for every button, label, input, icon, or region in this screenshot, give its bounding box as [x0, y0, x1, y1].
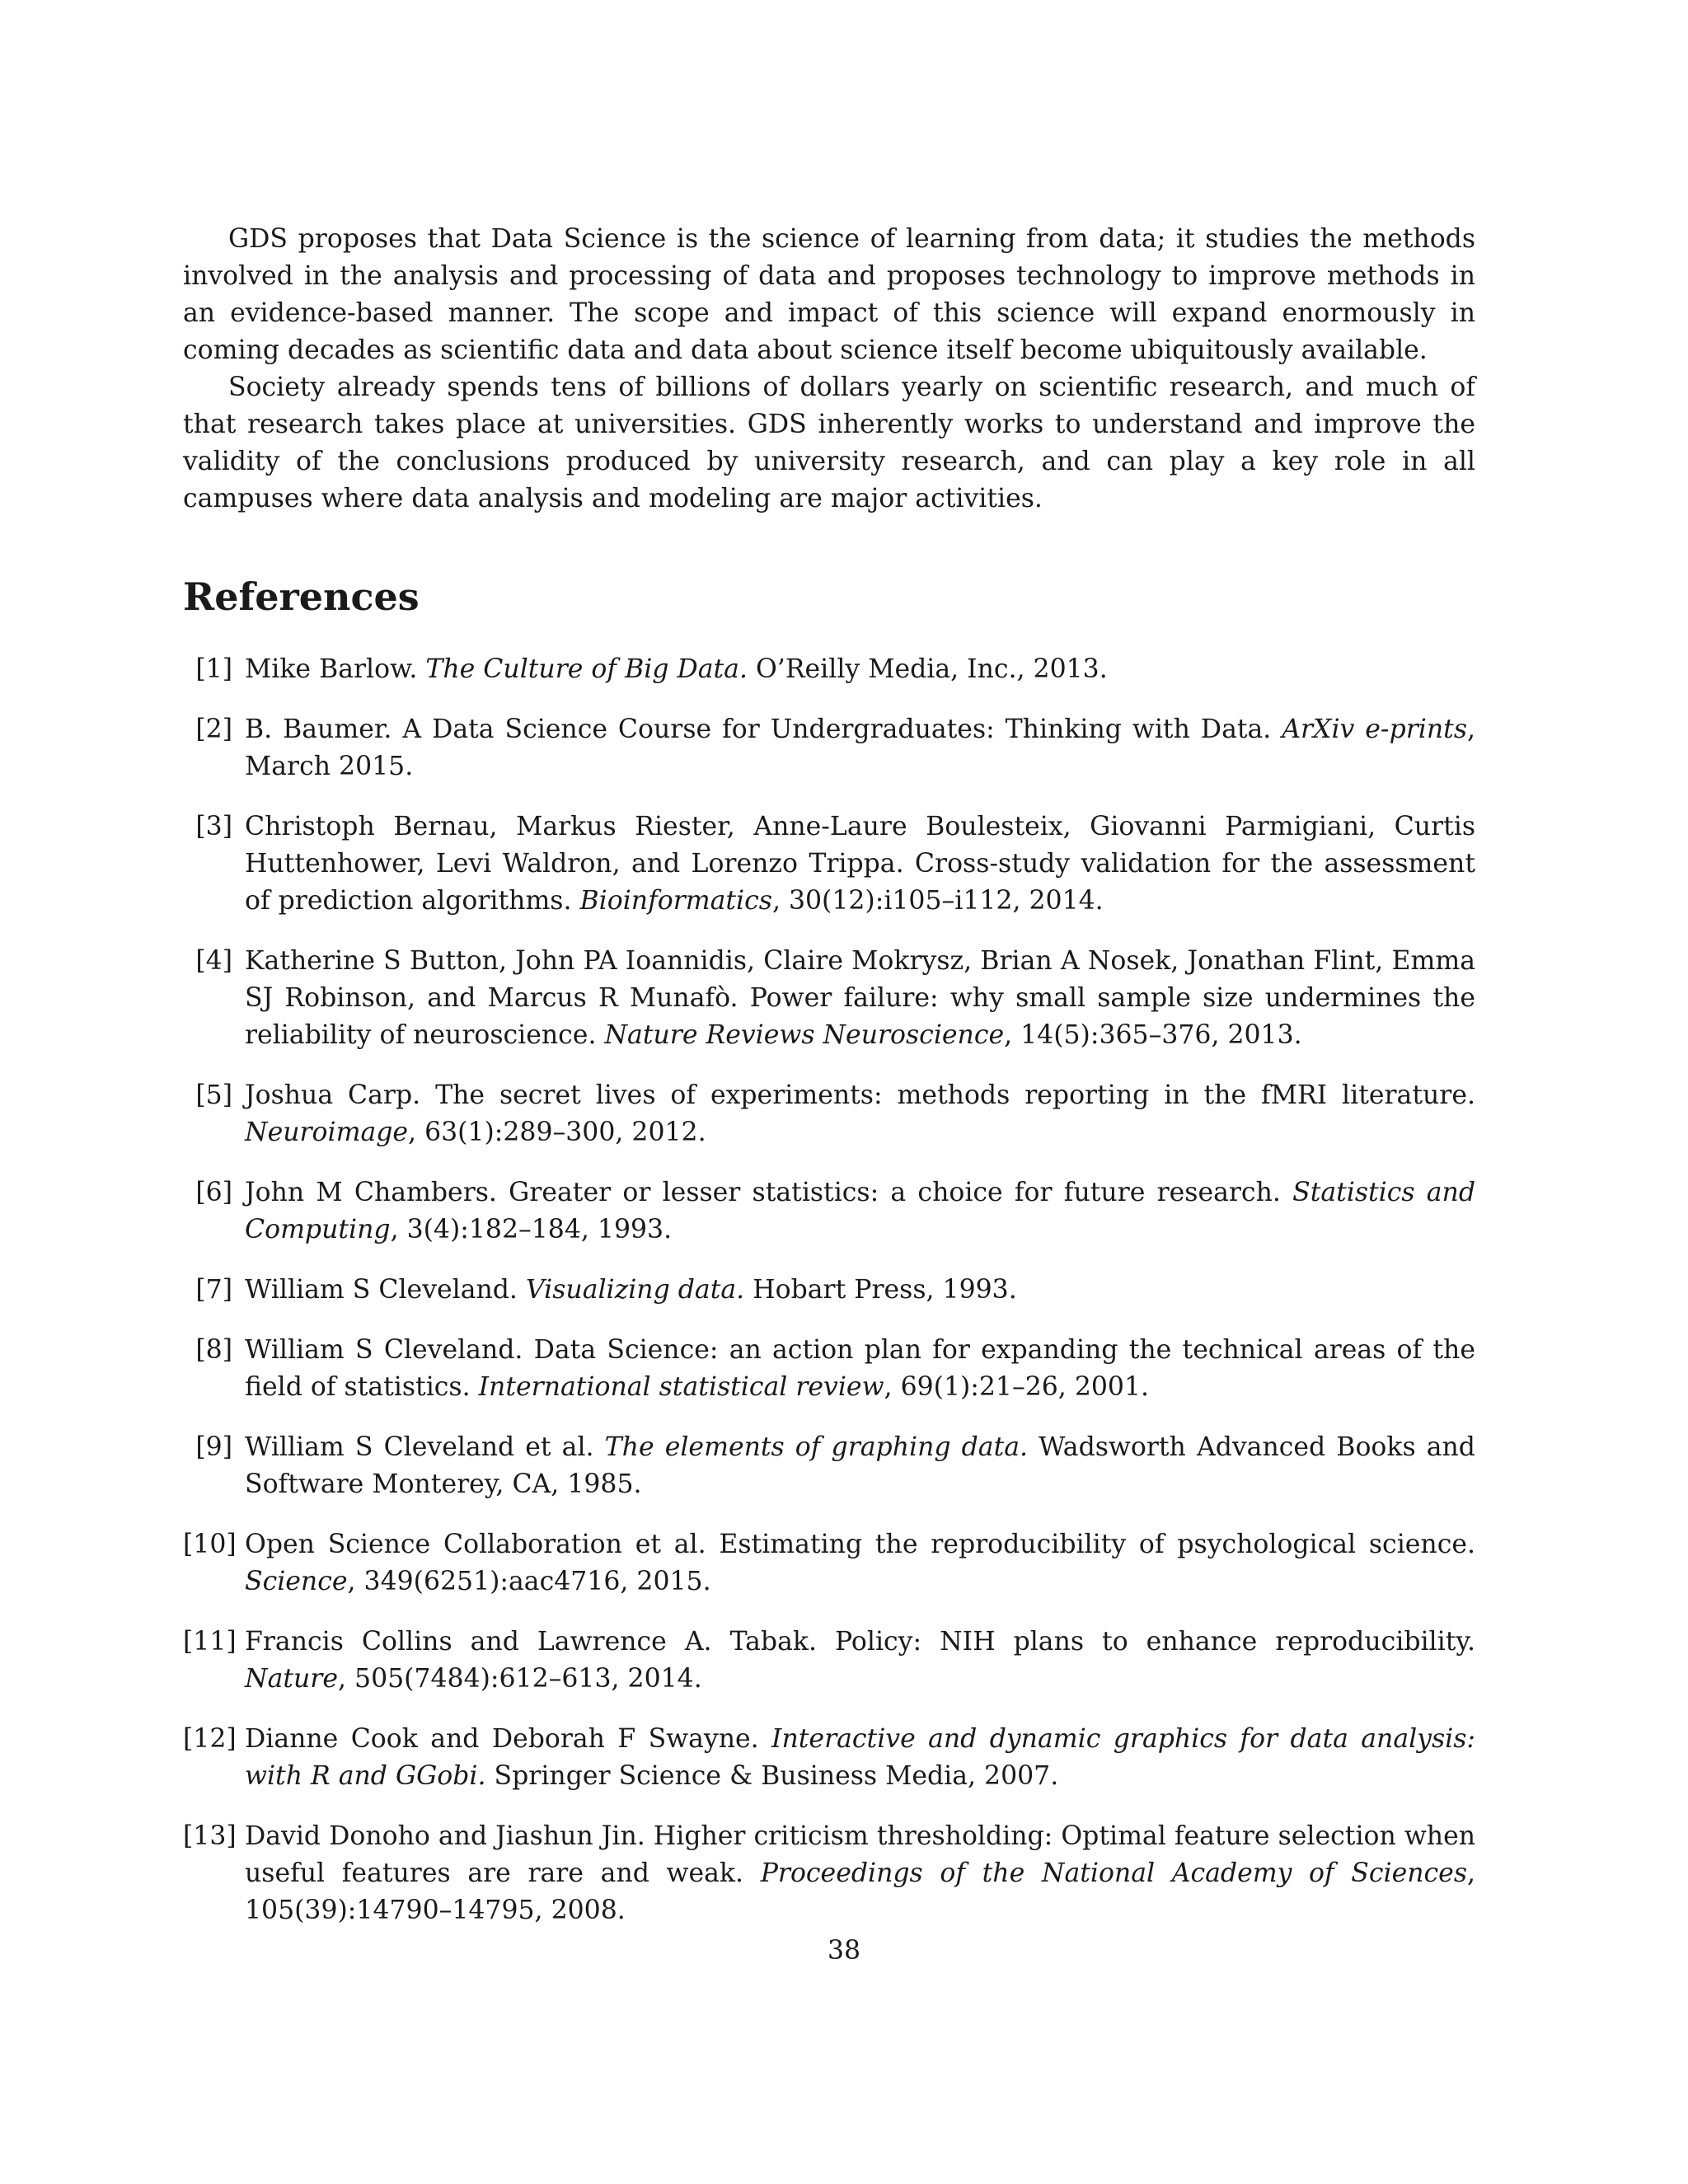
reference-text: Joshua Carp. The secret lives of experiments: methods reporting in the fMRI literature. [245, 1080, 1475, 1110]
reference-details: , 69(1):21–26, 2001. [884, 1372, 1150, 1402]
reference-details: O’Reilly Media, Inc., 2013. [747, 654, 1108, 684]
reference-source: Statistics and Computing [245, 1178, 1476, 1244]
reference-source: Visualizing data. [525, 1275, 745, 1305]
reference-number: [9] [195, 1432, 232, 1462]
reference-item [183, 711, 1475, 785]
body-paragraph-1: GDS proposes that Data Science is the science of learning from data; it studies the methods involved in the analysis and processing of data and proposes technology to improve methods in an evidence-based manner. The scope and impact of this science will expand enormously in coming decades as scientific data and data about science itself become ubiquitously available. [183, 224, 1475, 365]
reference-text: William S Cleveland. [245, 1275, 526, 1305]
reference-source: International statistical review [478, 1372, 884, 1402]
reference-text: Francis Collins and Lawrence A. Tabak. Policy: NIH plans to enhance reproducibility. [245, 1627, 1475, 1657]
reference-number: [11] [183, 1627, 237, 1657]
reference-item [183, 808, 1475, 920]
reference-number: [13] [183, 1821, 237, 1851]
reference-source: The Culture of Big Data. [425, 654, 748, 684]
reference-details: , 105(39):14790–14795, 2008. [245, 1858, 1475, 1925]
reference-details: , 505(7484):612–613, 2014. [338, 1664, 702, 1694]
reference-source: Nature Reviews Neuroscience [604, 1020, 1005, 1050]
reference-text: Open Science Collaboration et al. Estimating the reproducibility of psychological science. [245, 1530, 1475, 1559]
reference-source: Neuroimage [245, 1118, 409, 1147]
reference-details: Wadsworth Advanced Books and Software Monterey, CA, 1985. [245, 1432, 1475, 1499]
reference-text: David Donoho and Jiashun Jin. Higher criticism thresholding: Optimal feature selection when useful features are rare and weak. [245, 1821, 1475, 1888]
reference-source: Interactive and dynamic graphics for data analysis: with R and GGobi. [245, 1724, 1475, 1791]
body-paragraph-2: Society already spends tens of billions of dollars yearly on scientific research, and much of that research takes place at universities. GDS inherently works to understand and improve the validity of the conclusions produced by university research, and can play a key role in all campuses where data analysis and modeling are major activities. [183, 373, 1475, 513]
references-heading: References [183, 574, 420, 619]
reference-number: [7] [195, 1275, 232, 1305]
reference-number: [4] [195, 946, 232, 976]
reference-number: [10] [183, 1530, 237, 1559]
reference-number: [8] [195, 1335, 232, 1365]
reference-text: William S Cleveland et al. [245, 1432, 605, 1462]
reference-text: Mike Barlow. [245, 654, 426, 684]
reference-text: Dianne Cook and Deborah F Swayne. [245, 1724, 772, 1754]
reference-number: [6] [195, 1178, 232, 1207]
reference-source: The elements of graphing data. [604, 1432, 1029, 1462]
page-content [183, 221, 1475, 1952]
reference-details: , 63(1):289–300, 2012. [408, 1118, 706, 1147]
reference-details: , 3(4):182–184, 1993. [390, 1215, 673, 1244]
reference-details: Springer Science & Business Media, 2007. [485, 1761, 1059, 1791]
reference-text: Katherine S Button, John PA Ioannidis, Claire Mokrysz, Brian A Nosek, Jonathan Flint, Emma SJ Robinson, and Marcus R Munafò. Power failure: why small sample size undermines the reliability of neuroscience. [245, 946, 1475, 1050]
reference-source: Nature [245, 1664, 338, 1694]
reference-details: , March 2015. [245, 715, 1476, 781]
page-number: 38 [827, 1936, 861, 1966]
reference-item [183, 1174, 1475, 1249]
reference-number: [2] [195, 715, 232, 744]
reference-item [183, 1526, 1475, 1601]
reference-list [183, 651, 1475, 1929]
reference-source: Bioinformatics [579, 886, 772, 916]
reference-details: , 349(6251):aac4716, 2015. [347, 1567, 711, 1596]
reference-item [183, 1818, 1475, 1929]
reference-text: William S Cleveland. Data Science: an action plan for expanding the technical areas of the field of statistics. [245, 1335, 1475, 1402]
reference-text: Christoph Bernau, Markus Riester, Anne-Laure Boulesteix, Giovanni Parmigiani, Curtis Huttenhower, Levi Waldron, and Lorenzo Trippa. Cross-study validation for the assessment of prediction algorithms. [245, 812, 1475, 916]
reference-item [183, 1429, 1475, 1503]
reference-number: [12] [183, 1724, 237, 1754]
reference-item [183, 1624, 1475, 1698]
reference-text: John M Chambers. Greater or lesser statistics: a choice for future research. [245, 1178, 1293, 1207]
reference-text: B. Baumer. A Data Science Course for Undergraduates: Thinking with Data. [245, 715, 1282, 744]
reference-details: , 30(12):i105–i112, 2014. [771, 886, 1104, 916]
reference-source: Science [245, 1567, 348, 1596]
reference-item [183, 943, 1475, 1054]
reference-number: [5] [195, 1080, 232, 1110]
reference-item [183, 1272, 1475, 1309]
reference-item [183, 1332, 1475, 1406]
reference-source: Proceedings of the National Academy of Sciences [760, 1858, 1467, 1888]
reference-number: [3] [195, 812, 232, 841]
reference-source: ArXiv e-prints [1282, 715, 1467, 744]
reference-item [183, 651, 1475, 688]
reference-details: Hobart Press, 1993. [744, 1275, 1017, 1305]
reference-item [183, 1077, 1475, 1151]
reference-item [183, 1721, 1475, 1795]
reference-number: [1] [195, 654, 232, 684]
reference-details: , 14(5):365–376, 2013. [1004, 1020, 1302, 1050]
